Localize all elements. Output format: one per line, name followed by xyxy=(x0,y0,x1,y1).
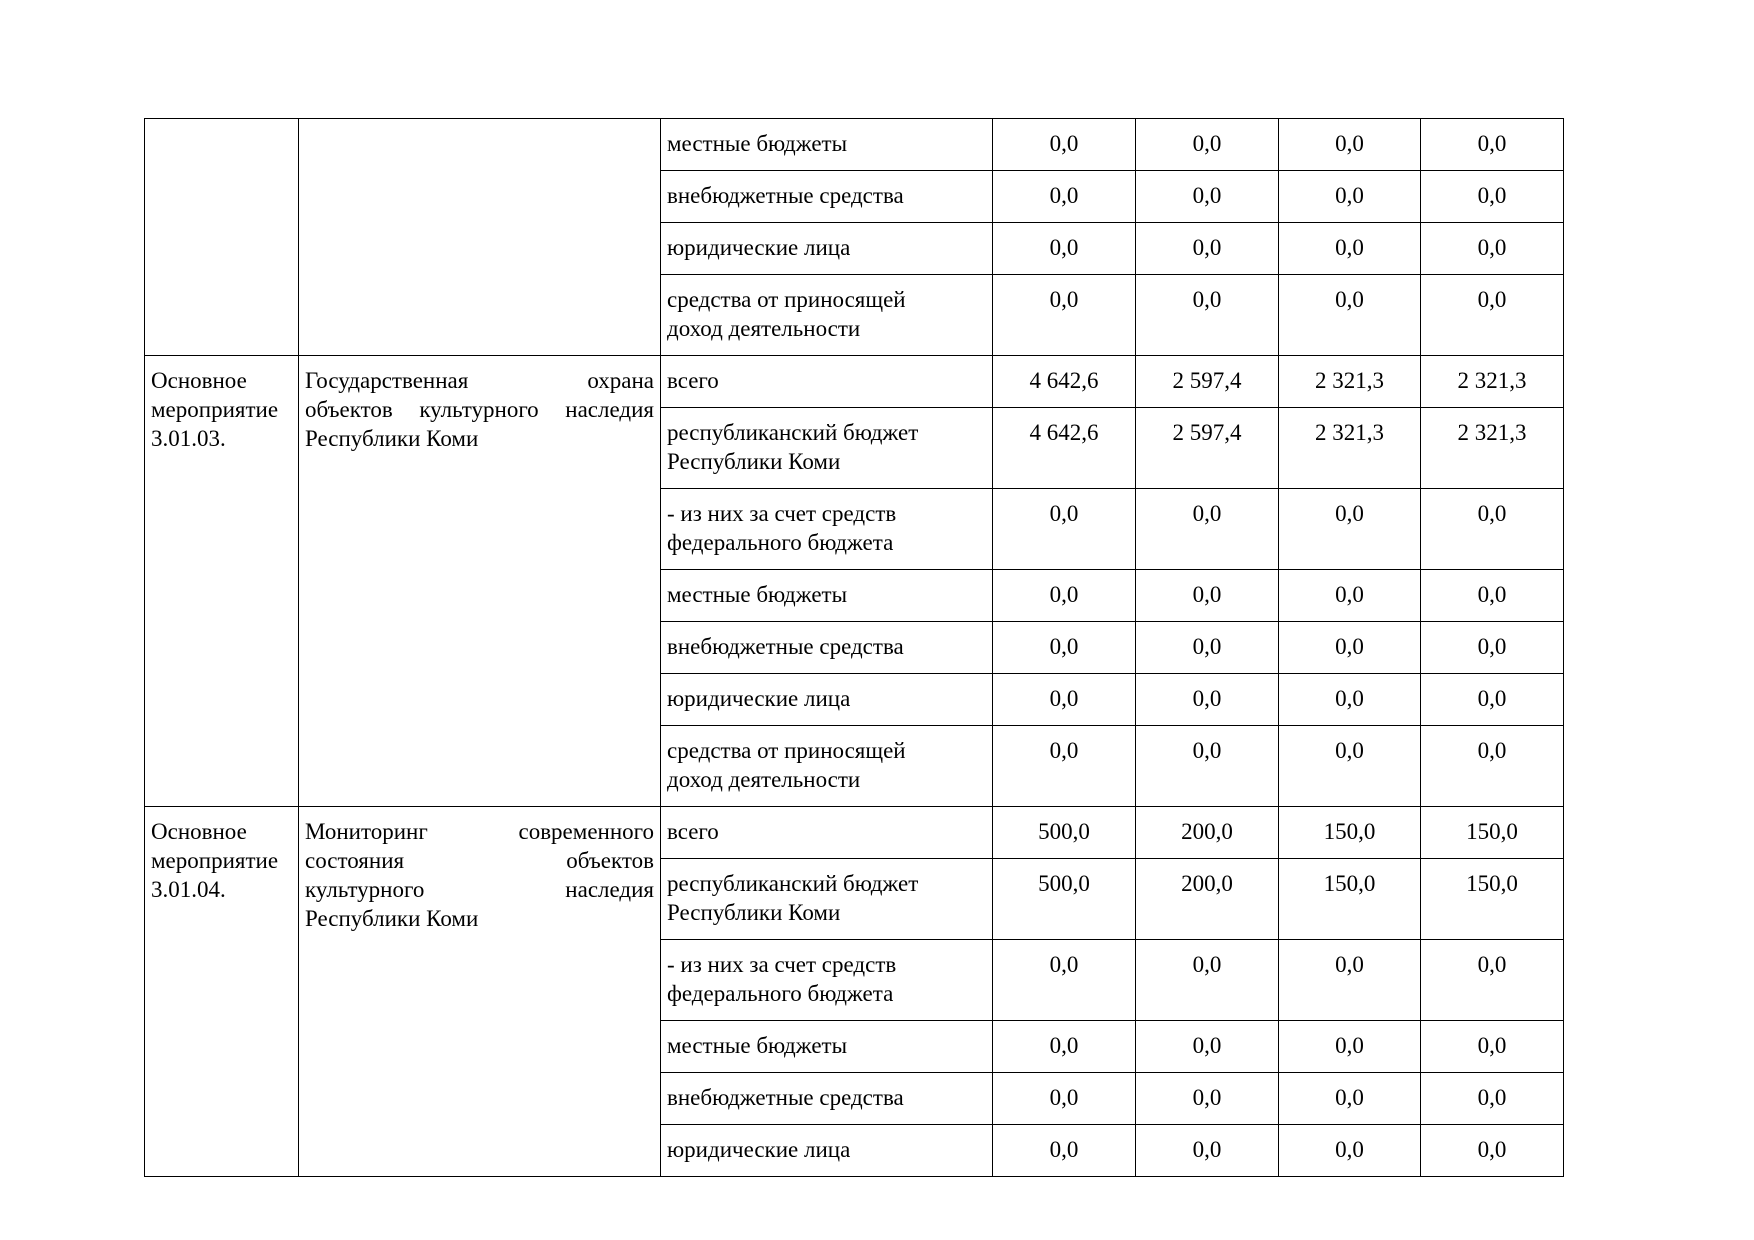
amount-cell: 0,0 xyxy=(1136,1073,1279,1125)
funding-source-line: средства от приносящей xyxy=(667,287,906,312)
amount-cell: 0,0 xyxy=(993,570,1136,622)
amount-cell: 200,0 xyxy=(1136,859,1279,940)
funding-source-line: республиканский бюджет xyxy=(667,871,919,896)
amount-cell: 0,0 xyxy=(1279,1021,1421,1073)
amount-cell: 150,0 xyxy=(1421,807,1564,859)
amount-cell: 0,0 xyxy=(993,275,1136,356)
funding-source-cell: юридические лица xyxy=(661,223,993,275)
amount-cell: 0,0 xyxy=(1421,275,1564,356)
amount-cell: 0,0 xyxy=(1136,1021,1279,1073)
funding-source-cell xyxy=(661,275,993,356)
amount-cell: 0,0 xyxy=(1279,223,1421,275)
amount-cell: 0,0 xyxy=(993,119,1136,171)
amount-cell: 0,0 xyxy=(1279,171,1421,223)
activity-description-cell xyxy=(299,119,661,356)
amount-cell: 0,0 xyxy=(1279,1073,1421,1125)
funding-source-cell xyxy=(661,859,993,940)
amount-cell: 2 597,4 xyxy=(1136,356,1279,408)
activity-code-line: мероприятие xyxy=(151,397,279,422)
amount-cell: 0,0 xyxy=(1136,171,1279,223)
amount-cell: 2 321,3 xyxy=(1421,408,1564,489)
activity-description-cell xyxy=(299,807,661,1177)
amount-cell: 0,0 xyxy=(1136,674,1279,726)
amount-cell: 2 597,4 xyxy=(1136,408,1279,489)
funding-source-line: средства от приносящей xyxy=(667,738,906,763)
activity-description-line: объектов культурного наследия xyxy=(305,397,654,422)
activity-code-cell xyxy=(145,119,299,356)
amount-cell: 0,0 xyxy=(1136,940,1279,1021)
funding-source-line: федерального бюджета xyxy=(667,530,894,555)
funding-source-cell: всего xyxy=(661,807,993,859)
amount-cell: 0,0 xyxy=(1279,489,1421,570)
amount-cell: 0,0 xyxy=(1136,489,1279,570)
amount-cell: 0,0 xyxy=(993,223,1136,275)
amount-cell: 4 642,6 xyxy=(993,356,1136,408)
amount-cell: 0,0 xyxy=(1421,223,1564,275)
table-row xyxy=(145,356,1564,408)
amount-cell: 0,0 xyxy=(1421,726,1564,807)
amount-cell: 0,0 xyxy=(993,674,1136,726)
funding-source-cell: юридические лица xyxy=(661,1125,993,1177)
amount-cell: 150,0 xyxy=(1279,859,1421,940)
activity-code-line: Основное xyxy=(151,368,247,393)
funding-source-cell xyxy=(661,726,993,807)
amount-cell: 0,0 xyxy=(1421,119,1564,171)
amount-cell: 0,0 xyxy=(1279,570,1421,622)
amount-cell: 0,0 xyxy=(1136,1125,1279,1177)
table-row xyxy=(145,807,1564,859)
funding-source-cell: юридические лица xyxy=(661,674,993,726)
activity-description-cell xyxy=(299,356,661,807)
amount-cell: 0,0 xyxy=(1421,1073,1564,1125)
funding-source-cell xyxy=(661,940,993,1021)
activity-code-line: мероприятие xyxy=(151,848,279,873)
amount-cell: 0,0 xyxy=(1421,622,1564,674)
activity-description-line: Республики Коми xyxy=(305,906,479,931)
amount-cell: 2 321,3 xyxy=(1279,408,1421,489)
amount-cell: 0,0 xyxy=(1279,275,1421,356)
amount-cell: 0,0 xyxy=(1279,726,1421,807)
amount-cell: 0,0 xyxy=(993,940,1136,1021)
funding-source-cell: местные бюджеты xyxy=(661,119,993,171)
table-row xyxy=(145,119,1564,171)
amount-cell: 0,0 xyxy=(1136,223,1279,275)
amount-cell: 0,0 xyxy=(993,622,1136,674)
amount-cell: 0,0 xyxy=(1136,622,1279,674)
amount-cell: 150,0 xyxy=(1279,807,1421,859)
amount-cell: 0,0 xyxy=(1279,940,1421,1021)
amount-cell: 150,0 xyxy=(1421,859,1564,940)
funding-source-line: - из них за счет средств xyxy=(667,952,897,977)
activity-code-line: Основное xyxy=(151,819,247,844)
amount-cell: 500,0 xyxy=(993,859,1136,940)
amount-cell: 500,0 xyxy=(993,807,1136,859)
funding-source-line: Республики Коми xyxy=(667,449,841,474)
activity-description-line: Государственная охрана xyxy=(305,368,654,393)
activity-description-line: Мониторинг современного xyxy=(305,819,654,844)
amount-cell: 0,0 xyxy=(1279,674,1421,726)
amount-cell: 4 642,6 xyxy=(993,408,1136,489)
amount-cell: 0,0 xyxy=(993,1021,1136,1073)
funding-source-line: Республики Коми xyxy=(667,900,841,925)
amount-cell: 0,0 xyxy=(993,1125,1136,1177)
funding-source-cell: внебюджетные средства xyxy=(661,1073,993,1125)
amount-cell: 2 321,3 xyxy=(1421,356,1564,408)
funding-source-cell xyxy=(661,408,993,489)
amount-cell: 0,0 xyxy=(1136,570,1279,622)
funding-source-line: федерального бюджета xyxy=(667,981,894,1006)
funding-source-line: доход деятельности xyxy=(667,767,861,792)
activity-description-line: культурного наследия xyxy=(305,877,654,902)
funding-source-cell: местные бюджеты xyxy=(661,1021,993,1073)
funding-source-cell: всего xyxy=(661,356,993,408)
activity-description-line: Республики Коми xyxy=(305,426,479,451)
amount-cell: 0,0 xyxy=(1136,726,1279,807)
amount-cell: 0,0 xyxy=(1421,489,1564,570)
amount-cell: 0,0 xyxy=(1136,119,1279,171)
amount-cell: 200,0 xyxy=(1136,807,1279,859)
activity-description-line: состояния объектов xyxy=(305,848,654,873)
amount-cell: 0,0 xyxy=(993,489,1136,570)
amount-cell: 2 321,3 xyxy=(1279,356,1421,408)
funding-source-cell: местные бюджеты xyxy=(661,570,993,622)
amount-cell: 0,0 xyxy=(1421,940,1564,1021)
amount-cell: 0,0 xyxy=(1421,570,1564,622)
activity-code-cell xyxy=(145,356,299,807)
amount-cell: 0,0 xyxy=(993,171,1136,223)
amount-cell: 0,0 xyxy=(1421,171,1564,223)
amount-cell: 0,0 xyxy=(1136,275,1279,356)
amount-cell: 0,0 xyxy=(1421,1125,1564,1177)
funding-source-cell: внебюджетные средства xyxy=(661,171,993,223)
funding-source-line: доход деятельности xyxy=(667,316,861,341)
amount-cell: 0,0 xyxy=(1421,1021,1564,1073)
funding-source-line: республиканский бюджет xyxy=(667,420,919,445)
amount-cell: 0,0 xyxy=(993,726,1136,807)
activity-code-line: 3.01.03. xyxy=(151,426,226,451)
activity-code-line: 3.01.04. xyxy=(151,877,226,902)
amount-cell: 0,0 xyxy=(1279,622,1421,674)
activity-code-cell xyxy=(145,807,299,1177)
amount-cell: 0,0 xyxy=(993,1073,1136,1125)
funding-source-cell xyxy=(661,489,993,570)
budget-table xyxy=(144,118,1564,1177)
amount-cell: 0,0 xyxy=(1279,1125,1421,1177)
amount-cell: 0,0 xyxy=(1421,674,1564,726)
amount-cell: 0,0 xyxy=(1279,119,1421,171)
funding-source-line: - из них за счет средств xyxy=(667,501,897,526)
table-body xyxy=(145,119,1564,1177)
funding-source-cell: внебюджетные средства xyxy=(661,622,993,674)
